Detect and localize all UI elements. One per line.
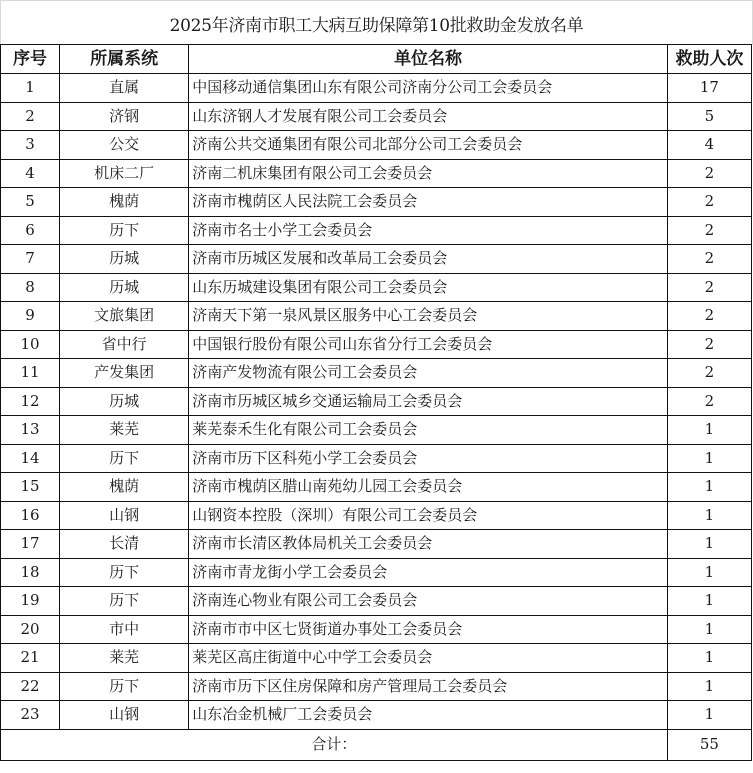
cell-system: 直属 <box>60 74 189 103</box>
table-row <box>1 102 752 131</box>
cell-system: 莱芜 <box>60 644 189 673</box>
cell-relief-count: 2 <box>667 330 751 359</box>
table-row <box>1 501 752 530</box>
header-system: 所属系统 <box>60 45 189 74</box>
relief-table <box>0 44 752 761</box>
cell-serial-number: 3 <box>1 131 60 160</box>
cell-unit-name: 莱芜区高庄街道中心中学工会委员会 <box>189 644 668 673</box>
cell-relief-count: 1 <box>667 672 751 701</box>
cell-serial-number: 13 <box>1 416 60 445</box>
cell-serial-number: 4 <box>1 159 60 188</box>
cell-system: 历城 <box>60 387 189 416</box>
header-unit-name: 单位名称 <box>189 45 668 74</box>
cell-serial-number: 7 <box>1 245 60 274</box>
table-row <box>1 302 752 331</box>
cell-relief-count: 1 <box>667 501 751 530</box>
cell-unit-name: 济南市历城区城乡交通运输局工会委员会 <box>189 387 668 416</box>
cell-relief-count: 2 <box>667 273 751 302</box>
cell-unit-name: 济南二机床集团有限公司工会委员会 <box>189 159 668 188</box>
cell-unit-name: 山东历城建设集团有限公司工会委员会 <box>189 273 668 302</box>
table-row <box>1 444 752 473</box>
cell-serial-number: 8 <box>1 273 60 302</box>
total-label: 合计： <box>1 729 668 760</box>
cell-unit-name: 济南市历下区科苑小学工会委员会 <box>189 444 668 473</box>
cell-system: 历下 <box>60 587 189 616</box>
document-title: 2025年济南市职工大病互助保障第10批救助金发放名单 <box>0 0 753 45</box>
table-row <box>1 359 752 388</box>
cell-unit-name: 济南市槐荫区人民法院工会委员会 <box>189 188 668 217</box>
cell-serial-number: 17 <box>1 530 60 559</box>
cell-relief-count: 17 <box>667 74 751 103</box>
table-row <box>1 216 752 245</box>
cell-system: 济钢 <box>60 102 189 131</box>
cell-relief-count: 5 <box>667 102 751 131</box>
cell-system: 历城 <box>60 273 189 302</box>
cell-system: 历下 <box>60 672 189 701</box>
cell-serial-number: 19 <box>1 587 60 616</box>
table-row <box>1 74 752 103</box>
cell-serial-number: 23 <box>1 701 60 730</box>
cell-unit-name: 山东冶金机械厂工会委员会 <box>189 701 668 730</box>
cell-relief-count: 1 <box>667 615 751 644</box>
cell-system: 产发集团 <box>60 359 189 388</box>
cell-serial-number: 21 <box>1 644 60 673</box>
total-row <box>1 729 752 760</box>
table-row <box>1 558 752 587</box>
cell-serial-number: 20 <box>1 615 60 644</box>
cell-unit-name: 济南市名士小学工会委员会 <box>189 216 668 245</box>
cell-relief-count: 1 <box>667 473 751 502</box>
cell-serial-number: 15 <box>1 473 60 502</box>
cell-relief-count: 2 <box>667 216 751 245</box>
cell-unit-name: 中国银行股份有限公司山东省分行工会委员会 <box>189 330 668 359</box>
cell-relief-count: 2 <box>667 387 751 416</box>
header-relief-count: 救助人次 <box>667 45 751 74</box>
cell-system: 市中 <box>60 615 189 644</box>
table-row <box>1 245 752 274</box>
table-row <box>1 131 752 160</box>
cell-system: 历下 <box>60 558 189 587</box>
table-row <box>1 587 752 616</box>
cell-serial-number: 14 <box>1 444 60 473</box>
cell-serial-number: 2 <box>1 102 60 131</box>
cell-unit-name: 中国移动通信集团山东有限公司济南分公司工会委员会 <box>189 74 668 103</box>
cell-serial-number: 6 <box>1 216 60 245</box>
cell-unit-name: 山东济钢人才发展有限公司工会委员会 <box>189 102 668 131</box>
cell-relief-count: 1 <box>667 587 751 616</box>
cell-system: 山钢 <box>60 501 189 530</box>
cell-relief-count: 2 <box>667 359 751 388</box>
cell-serial-number: 10 <box>1 330 60 359</box>
cell-system: 莱芜 <box>60 416 189 445</box>
table-body <box>1 74 752 730</box>
cell-serial-number: 22 <box>1 672 60 701</box>
cell-serial-number: 16 <box>1 501 60 530</box>
cell-unit-name: 山钢资本控股（深圳）有限公司工会委员会 <box>189 501 668 530</box>
cell-system: 公交 <box>60 131 189 160</box>
table-row <box>1 330 752 359</box>
cell-unit-name: 济南公共交通集团有限公司北部分公司工会委员会 <box>189 131 668 160</box>
cell-serial-number: 11 <box>1 359 60 388</box>
cell-serial-number: 9 <box>1 302 60 331</box>
cell-serial-number: 18 <box>1 558 60 587</box>
cell-relief-count: 1 <box>667 558 751 587</box>
cell-serial-number: 5 <box>1 188 60 217</box>
cell-relief-count: 2 <box>667 188 751 217</box>
cell-relief-count: 1 <box>667 444 751 473</box>
cell-unit-name: 济南市历下区住房保障和房产管理局工会委员会 <box>189 672 668 701</box>
cell-unit-name: 济南天下第一泉风景区服务中心工会委员会 <box>189 302 668 331</box>
table-row <box>1 473 752 502</box>
table-row <box>1 530 752 559</box>
cell-system: 历下 <box>60 444 189 473</box>
cell-system: 槐荫 <box>60 188 189 217</box>
cell-system: 槐荫 <box>60 473 189 502</box>
cell-unit-name: 济南产发物流有限公司工会委员会 <box>189 359 668 388</box>
cell-serial-number: 1 <box>1 74 60 103</box>
cell-system: 省中行 <box>60 330 189 359</box>
table-row <box>1 273 752 302</box>
table-row <box>1 644 752 673</box>
cell-system: 长清 <box>60 530 189 559</box>
cell-unit-name: 济南市历城区发展和改革局工会委员会 <box>189 245 668 274</box>
cell-unit-name: 济南市槐荫区腊山南苑幼儿园工会委员会 <box>189 473 668 502</box>
cell-system: 机床二厂 <box>60 159 189 188</box>
cell-system: 历城 <box>60 245 189 274</box>
table-row <box>1 387 752 416</box>
table-row <box>1 615 752 644</box>
cell-relief-count: 1 <box>667 416 751 445</box>
cell-system: 山钢 <box>60 701 189 730</box>
table-row <box>1 416 752 445</box>
header-serial-number: 序号 <box>1 45 60 74</box>
cell-system: 历下 <box>60 216 189 245</box>
table-row <box>1 159 752 188</box>
cell-system: 文旅集团 <box>60 302 189 331</box>
table-row <box>1 672 752 701</box>
cell-unit-name: 莱芜泰禾生化有限公司工会委员会 <box>189 416 668 445</box>
cell-relief-count: 1 <box>667 530 751 559</box>
cell-unit-name: 济南市青龙街小学工会委员会 <box>189 558 668 587</box>
table-row <box>1 188 752 217</box>
cell-unit-name: 济南市长清区教体局机关工会委员会 <box>189 530 668 559</box>
cell-relief-count: 2 <box>667 245 751 274</box>
cell-unit-name: 济南连心物业有限公司工会委员会 <box>189 587 668 616</box>
table-header-row <box>1 45 752 74</box>
cell-relief-count: 2 <box>667 302 751 331</box>
table-row <box>1 701 752 730</box>
cell-relief-count: 1 <box>667 701 751 730</box>
cell-serial-number: 12 <box>1 387 60 416</box>
cell-relief-count: 2 <box>667 159 751 188</box>
cell-relief-count: 4 <box>667 131 751 160</box>
total-value: 55 <box>667 729 751 760</box>
cell-relief-count: 1 <box>667 644 751 673</box>
cell-unit-name: 济南市市中区七贤街道办事处工会委员会 <box>189 615 668 644</box>
